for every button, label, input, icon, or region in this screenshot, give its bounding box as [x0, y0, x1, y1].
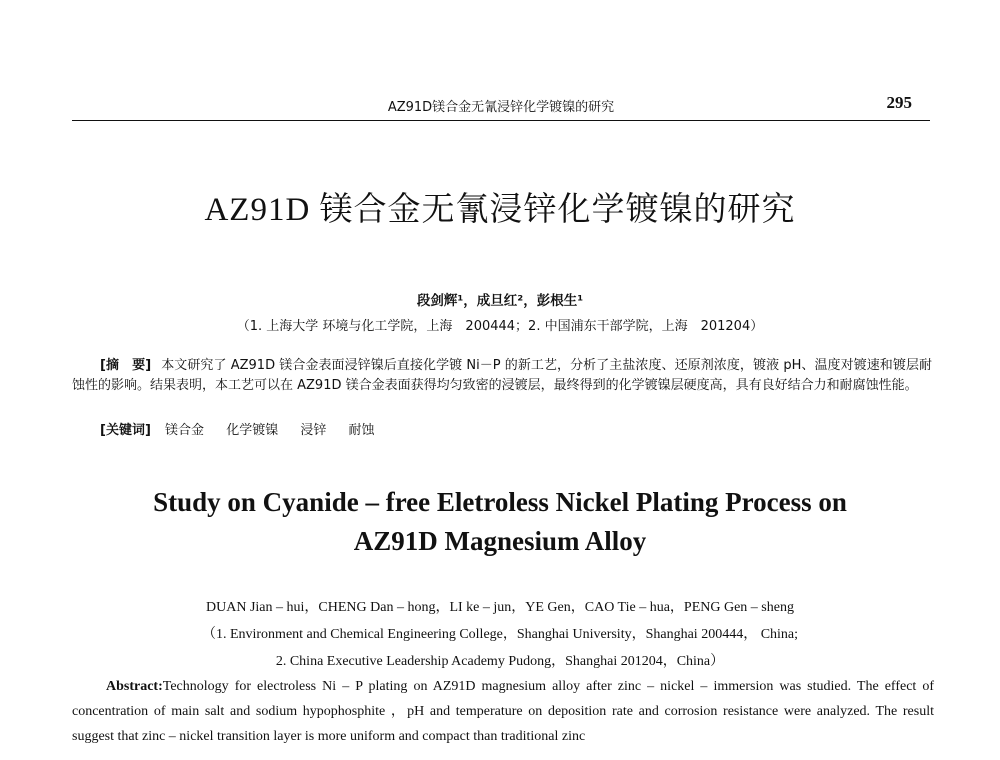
- english-title-line-1: Study on Cyanide – free Eletroless Nickel Plating Process on: [153, 487, 847, 517]
- english-abstract-label: Abstract:: [106, 679, 163, 694]
- english-affiliation-line-1: （1. Environment and Chemical Engineering College，Shanghai University，Shanghai 200444， China;: [201, 627, 799, 642]
- keyword: 化学镀镍: [226, 423, 279, 438]
- english-title: [0, 483, 1000, 561]
- chinese-abstract-label: [摘 要]: [100, 358, 152, 373]
- english-affiliation-line-2: 2. China Executive Leadership Academy Pudong，Shanghai 201204，China）: [275, 654, 725, 669]
- chinese-title: AZ91D 镁合金无氰浸锌化学镀镍的研究: [204, 192, 796, 228]
- chinese-keywords: [100, 419, 930, 438]
- keyword: 浸锌: [300, 423, 327, 438]
- english-title-line-2: AZ91D Magnesium Alloy: [353, 526, 647, 556]
- english-abstract-text: Technology for electroless Ni – P plating on AZ91D magnesium alloy after zinc – nickel – immersion was studied. The effect of concentration of main salt and sodium hypophosphite ，pH and temperature on deposition rate and corrosion resistance were analyzed. The result suggest that zinc – nickel transition layer is more uniform and compact than traditional zinc: [72, 679, 934, 744]
- english-abstract: [72, 674, 934, 749]
- page-number: 295: [886, 93, 912, 112]
- chinese-affiliation: （1. 上海大学 环境与化工学院，上海 200444；2. 中国浦东干部学院，上海 201204）: [236, 319, 764, 334]
- running-header: [72, 90, 930, 121]
- running-title: AZ91D镁合金无氰浸锌化学镀镍的研究: [387, 100, 615, 115]
- keyword: 镁合金: [165, 423, 205, 438]
- english-authors: DUAN Jian – hui，CHENG Dan – hong，LI ke – jun，YE Gen，CAO Tie – hua，PENG Gen – sheng: [206, 600, 794, 615]
- chinese-abstract-text: 本文研究了 AZ91D 镁合金表面浸锌镍后直接化学镀 Ni－P 的新工艺，分析了主盐浓度、还原剂浓度，镀液 pH、温度对镀速和镀层耐蚀性的影响。结果表明，本工艺可以在 AZ91D 镁合金表面获得均匀致密的浸镀层，最终得到的化学镀镍层硬度高，具有良好结合力和耐腐蚀性能。: [72, 358, 933, 393]
- keyword: 耐蚀: [348, 423, 375, 438]
- chinese-abstract: [72, 356, 932, 396]
- chinese-authors: 段剑辉¹，成旦红²，彭根生¹: [416, 293, 584, 309]
- keywords-label: [关键词]: [100, 423, 151, 438]
